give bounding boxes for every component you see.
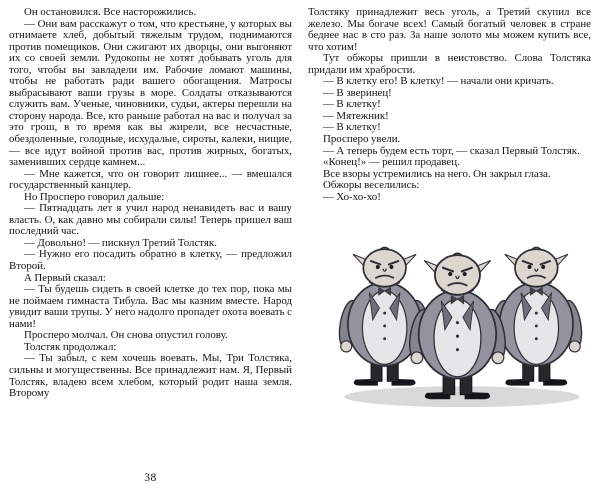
page-number: 38 (144, 472, 157, 484)
paragraph: Он остановился. Все насторожились. (24, 6, 197, 18)
paragraph: — Ты будешь сидеть в своей клетке до тех пор, пока мы не поймаем гимнаста Тибула. Вас мы казним вместе. Народ увидит ваши трупы. У него надолго пропадет охота воевать с нами! (9, 283, 292, 330)
paragraph: Но Просперо говорил дальше: (24, 190, 165, 203)
paragraph: — Пятнадцать лет я учил народ ненавидеть вас и вашу власть. О, как давно мы собирали силы! Теперь пришел ваш последний час. (9, 202, 292, 238)
three-fat-men-illustration (333, 209, 591, 410)
text-column-right (308, 7, 591, 410)
paragraph: Тут обжоры пришли в неистовство. Слова Толстяка придали им храбрости. (308, 52, 591, 76)
paragraph: — В клетку! (323, 98, 381, 111)
paragraph: Обжоры веселились: (323, 179, 420, 192)
paragraph: — В клетку! (323, 121, 381, 134)
paragraph: — Ты забыл, с кем хочешь воевать. Мы, Три Толстяка, сильны и могущественны. Все принадлежит нам. Я, Первый Толстяк, владею всем хлебом, который родит наша земля. Второму (9, 352, 292, 400)
paragraph: — Хо-хо-хо! (323, 190, 381, 203)
paragraph: — А теперь будем есть торт, — сказал Первый Толстяк. (323, 144, 580, 157)
paragraph: — Довольно! — пискнул Третий Толстяк. (24, 236, 217, 249)
paragraph: Просперо молчал. Он снова опустил голову. (24, 329, 228, 342)
text-column-left (9, 7, 292, 410)
paragraph: А Первый сказал: (24, 271, 106, 284)
paragraph: — В клетку его! В клетку! — начали они кричать. (323, 75, 554, 88)
paragraph: — Мне кажется, что он говорит лишнее... — вмешался государственный канцлер. (9, 167, 292, 192)
paragraph: — Нужно его посадить обратно в клетку, — предложил Второй. (9, 248, 292, 273)
paragraph: — Мятежник! (323, 109, 389, 122)
paragraph-continuation: Толстяку принадлежит весь уголь, а Третий скупил все железо. Мы богаче всех! Самый богатый человек в стране беднее нас в сто раз. За наше золото мы можем купить все, что хотим! (308, 6, 591, 53)
paragraph: — Они вам расскажут о том, что крестьяне, у которых вы отнимаете хлеб, добытый тяжелым трудом, поднимаются против помещиков. Они сжигают их дворцы, они выгоняют их со своей земли. Рудокопы не хотят добывать уголь для того, чтобы вы завладели им. Рабочие ломают машины, чтобы не работать ради вашего обогащения. Матросы выбрасывают ваши грузы в море. Солдаты отказываются служить вам. Ученые, чиновники, судьи, актеры перешли на сторону народа. Все, кто раньше работал на вас и получал за это грош, в то время как вы жирели, все несчастные, обездоленные, голодные, исхудалые, сироты, калеки, нищие, — все идут войной против вас, против жирных, богатых, заменивших сердце камнем... (9, 17, 292, 169)
paragraph: Просперо увели. (323, 133, 401, 146)
paragraph: Все взоры устремились на него. Он закрыл глаза. (323, 167, 551, 180)
paragraph: Толстяк продолжал: (24, 340, 117, 353)
fat-man-middle (406, 254, 508, 400)
paragraph: — В зверинец! (323, 86, 392, 99)
illustration-container (308, 209, 591, 410)
fat-man-right (488, 248, 585, 386)
paragraph: «Конец!» — решил продавец. (323, 156, 460, 169)
